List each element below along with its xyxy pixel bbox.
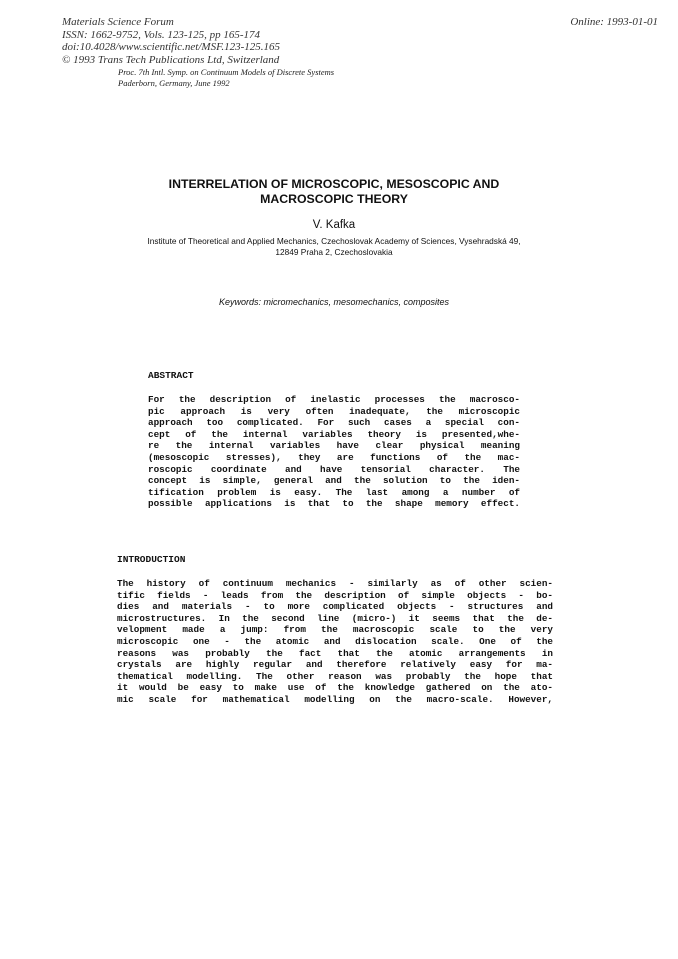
abstract-line: (mesoscopic stresses), they are functions of the mac- — [148, 451, 520, 463]
issn-line: ISSN: 1662-9752, Vols. 123-125, pp 165-174 — [62, 28, 260, 41]
title-line-1: INTERRELATION OF MICROSCOPIC, MESOSCOPIC AND — [168, 177, 500, 191]
introduction-line: thematical modelling. The other reason was probably the hope that — [117, 670, 553, 682]
abstract-heading: ABSTRACT — [148, 370, 194, 381]
doi-line: doi:10.4028/www.scientific.net/MSF.123-125.165 — [62, 41, 281, 53]
abstract-line: approach too complicated. For such cases a special con- — [148, 417, 520, 429]
introduction-line: dies and materials - to more complicated objects - structures and — [117, 601, 553, 613]
introduction-line: it would be easy to make use of the knowledge gathered on the ato- — [117, 682, 553, 694]
introduction-line: mic scale for mathematical modelling on the macro-scale. However, — [117, 693, 553, 705]
abstract-line: roscopic coordinate and have tensorial character. The — [148, 463, 520, 475]
abstract-line: possible applications is that to the shape memory effect. — [148, 498, 520, 510]
introduction-line: crystals are highly regular and therefore relatively easy for ma- — [117, 659, 553, 671]
abstract-line: cept of the internal variables theory is presented,whe- — [148, 428, 520, 440]
introduction-line: velopment made a jump: from the macroscopic scale to the very — [117, 624, 553, 636]
abstract-body — [148, 394, 520, 510]
introduction-line: microstructures. In the second line (micro-) it seems that the de- — [117, 612, 553, 624]
introduction-body — [117, 578, 553, 706]
abstract-line: For the description of inelastic processes the macrosco- — [148, 394, 520, 405]
affiliation-line-2: 12849 Praha 2, Czechoslovakia — [275, 247, 393, 257]
abstract-line: pic approach is very often inadequate, the microscopic — [148, 405, 520, 417]
author-affiliation — [110, 236, 558, 258]
proceedings-line-2: Paderborn, Germany, June 1992 — [118, 77, 230, 88]
proceedings-line-1: Proc. 7th Intl. Symp. on Continuum Models of Discrete Systems — [118, 67, 335, 77]
abstract-line: concept is simple, general and the solution to the iden- — [148, 475, 520, 487]
journal-citation-block — [62, 16, 280, 66]
introduction-line: The history of continuum mechanics - similarly as of other scien- — [117, 578, 553, 589]
introduction-heading: INTRODUCTION — [117, 554, 186, 565]
introduction-line: microscopic one - the atomic and dislocation scale. One of the — [117, 635, 553, 647]
copyright-line: © 1993 Trans Tech Publications Ltd, Switzerland — [62, 53, 280, 66]
proceedings-note — [118, 67, 334, 88]
journal-name: Materials Science Forum — [62, 16, 174, 28]
paper-title — [80, 177, 588, 207]
affiliation-line-1: Institute of Theoretical and Applied Mechanics, Czechoslovak Academy of Sciences, Vysehradská 49, — [147, 236, 521, 246]
abstract-line: re the internal variables have clear physical meaning — [148, 440, 520, 452]
keywords: Keywords: micromechanics, mesomechanics, composites — [218, 297, 450, 307]
introduction-line: tific fields - leads from the description of simple objects - bo- — [117, 589, 553, 601]
author-name: V. Kafka — [312, 219, 356, 231]
online-date: Online: 1993-01-01 — [570, 16, 658, 28]
title-line-2: MACROSCOPIC THEORY — [260, 192, 408, 206]
introduction-line: reasons was probably the fact that the atomic arrangements in — [117, 647, 553, 659]
abstract-line: tification problem is easy. The last among a number of — [148, 486, 520, 498]
